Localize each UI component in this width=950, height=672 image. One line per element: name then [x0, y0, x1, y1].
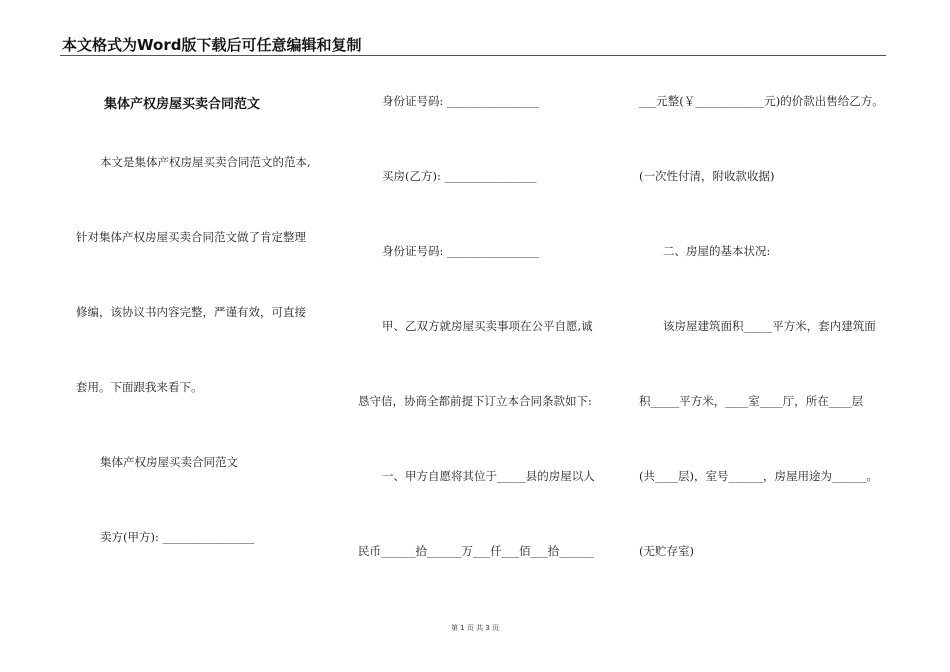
col1-line-2: 针对集体产权房屋买卖合同范文做了肯定整理 [76, 230, 306, 244]
col1-line-1: 本文是集体产权房屋买卖合同范文的范本, [100, 155, 311, 169]
col1-line-6: 卖方(甲方): ________________ [100, 530, 255, 544]
document-header: 本文格式为Word版下载后可任意编辑和复制 [62, 36, 362, 54]
col3-line-4: 该房屋建筑面积_____平方米，套内建筑面 [663, 319, 876, 333]
col3-line-2: (一次性付清，附收款收据) [639, 169, 775, 183]
col3-line-5: 积_____平方米，____室____厅，所在____层 [639, 394, 864, 408]
col2-line-6: 一、甲方自愿将其位于_____县的房屋以人 [382, 469, 595, 483]
document-title: 集体产权房屋买卖合同范文 [104, 97, 261, 112]
col1-line-4: 套用。下面跟我来看下。 [76, 380, 203, 394]
col3-line-3: 二、房屋的基本状况: [663, 244, 771, 258]
col2-line-3: 身份证号码: ________________ [382, 244, 540, 258]
col2-line-1: 身份证号码: ________________ [382, 94, 540, 108]
col3-line-1: ___元整(￥____________元)的价款出售给乙方。 [639, 94, 884, 108]
col2-line-2: 买房(乙方): ________________ [382, 169, 537, 183]
header-divider [60, 55, 886, 56]
page-number: 第 1 页 共 3 页 [450, 624, 500, 632]
col1-line-5: 集体产权房屋买卖合同范文 [100, 455, 238, 469]
col3-line-7: (无贮存室) [639, 544, 694, 558]
col2-line-7: 民币______拾______万___仟___佰___拾______ [358, 544, 594, 558]
col1-line-3: 修编，该协议书内容完整，严谨有效，可直接 [76, 305, 306, 319]
col2-line-4: 甲、乙双方就房屋买卖事项在公平自愿,诚 [382, 319, 593, 333]
col3-line-6: (共____层)，室号______，房屋用途为______。 [639, 469, 878, 483]
col2-line-5: 恳守信，协商全都前提下订立本合同条款如下: [358, 394, 592, 408]
